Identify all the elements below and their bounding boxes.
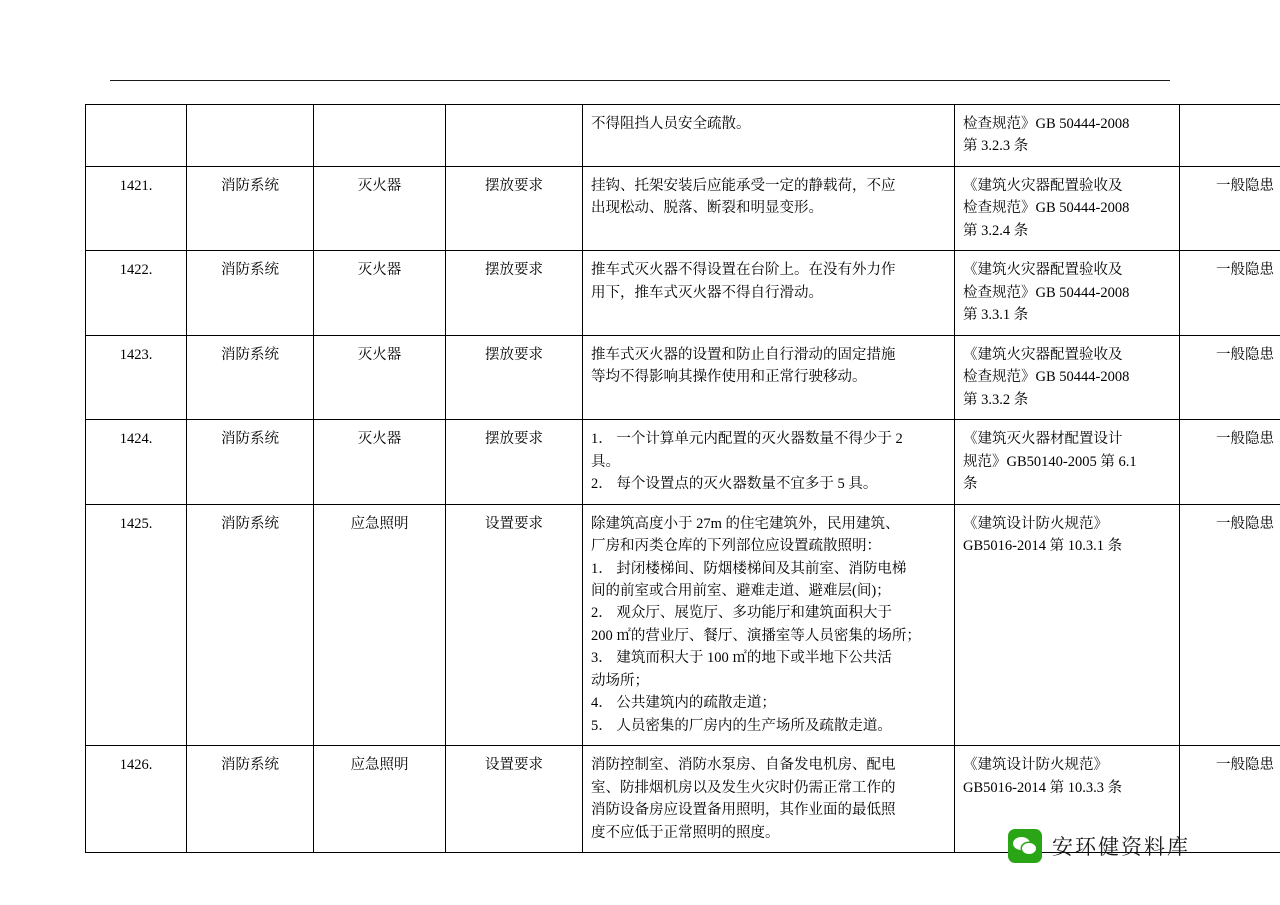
cell-item — [314, 105, 446, 167]
standard-line: 检查规范》GB 50444-2008 — [963, 200, 1130, 217]
standard-line: 第 3.2.4 条 — [963, 222, 1029, 239]
standard-line: 《建筑火灾器配置验收及 — [963, 262, 1123, 279]
content-line: 消防控制室、消防水泵房、自备发电机房、配电 — [591, 757, 896, 774]
cell-system: 消防系统 — [187, 504, 314, 746]
standard-line: 第 3.2.3 条 — [963, 138, 1029, 155]
content-line: 消防设备房应设置备用照明，其作业面的最低照 — [591, 802, 896, 819]
content-line: 2． 观众厅、展览厅、多功能厅和建筑面积大于 — [591, 605, 892, 622]
cell-system: 消防系统 — [187, 746, 314, 853]
table-row — [86, 251, 1280, 335]
content-line: 除建筑高度小于 27m 的住宅建筑外，民用建筑、 — [591, 515, 900, 532]
standard-line: 《建筑灭火器材配置设计 — [963, 431, 1123, 448]
content-line: 不得阻挡人员安全疏散。 — [591, 116, 751, 132]
cell-item: 应急照明 — [314, 746, 446, 853]
cell-standard — [955, 335, 1180, 419]
cell-no: 1426. — [86, 746, 187, 853]
cell-no: 1422. — [86, 251, 187, 335]
content-line: 4． 公共建筑内的疏散走道； — [591, 695, 776, 712]
content-line: 具。 — [591, 453, 620, 470]
content-line: 200 ㎡的营业厅、餐厅、演播室等人员密集的场所； — [591, 627, 921, 644]
cell-level: 一般隐患 — [1180, 504, 1280, 746]
cell-level: 一般隐患 — [1180, 251, 1280, 335]
cell-level: 一般隐患 — [1180, 335, 1280, 419]
table-row — [86, 166, 1280, 250]
content-line: 动场所； — [591, 672, 649, 689]
cell-system: 消防系统 — [187, 335, 314, 419]
content-line: 厂房和丙类仓库的下列部位应设置疏散照明： — [591, 538, 881, 555]
standard-line: 第 3.3.2 条 — [963, 391, 1029, 408]
cell-content — [583, 166, 955, 250]
header-rule — [110, 80, 1170, 81]
cell-content — [583, 420, 955, 504]
cell-level: 一般隐患 — [1180, 746, 1280, 853]
content-line: 等均不得影响其操作使用和正常行驶移动。 — [591, 369, 867, 386]
content-line: 挂钩、托架安装后应能承受一定的静载荷，不应 — [591, 177, 896, 194]
content-line: 出现松动、脱落、断裂和明显变形。 — [591, 200, 823, 217]
standard-line: GB5016-2014 第 10.3.1 条 — [963, 538, 1123, 555]
footer-brand-label: 安环健资料库 — [1052, 836, 1190, 859]
content-line: 推车式灭火器的设置和防止自行滑动的固定措施 — [591, 346, 896, 363]
standard-line: 检查规范》GB 50444-2008 — [963, 116, 1130, 132]
cell-item: 灭火器 — [314, 335, 446, 419]
cell-requirement — [446, 105, 583, 167]
standard-line: 《建筑火灾器配置验收及 — [963, 346, 1123, 363]
cell-requirement: 设置要求 — [446, 746, 583, 853]
table-row — [86, 105, 1280, 167]
table-row — [86, 504, 1280, 746]
cell-content — [583, 105, 955, 167]
cell-content — [583, 335, 955, 419]
cell-content — [583, 251, 955, 335]
cell-level: 一般隐患 — [1180, 166, 1280, 250]
cell-requirement: 摆放要求 — [446, 166, 583, 250]
table-body — [86, 105, 1280, 853]
cell-standard — [955, 166, 1180, 250]
table-row — [86, 420, 1280, 504]
standard-line: 《建筑火灾器配置验收及 — [963, 177, 1123, 194]
cell-standard — [955, 504, 1180, 746]
cell-no — [86, 105, 187, 167]
table-row — [86, 335, 1280, 419]
cell-system: 消防系统 — [187, 420, 314, 504]
cell-level — [1180, 105, 1280, 167]
standard-line: 检查规范》GB 50444-2008 — [963, 369, 1130, 386]
content-line: 间的前室或合用前室、避难走道、避难层(间)； — [591, 582, 891, 599]
content-line: 2． 每个设置点的灭火器数量不宜多于 5 具。 — [591, 476, 878, 493]
content-line: 用下，推车式灭火器不得自行滑动。 — [591, 284, 823, 301]
cell-requirement: 摆放要求 — [446, 420, 583, 504]
cell-requirement: 摆放要求 — [446, 251, 583, 335]
standard-line: GB5016-2014 第 10.3.3 条 — [963, 779, 1123, 796]
cell-system: 消防系统 — [187, 251, 314, 335]
cell-no: 1424. — [86, 420, 187, 504]
content-line: 室、防排烟机房以及发生火灾时仍需正常工作的 — [591, 779, 896, 796]
footer-brand — [1008, 829, 1190, 863]
cell-no: 1423. — [86, 335, 187, 419]
content-line: 1． 封闭楼梯间、防烟楼梯间及其前室、消防电梯 — [591, 560, 907, 577]
cell-requirement: 设置要求 — [446, 504, 583, 746]
cell-item: 灭火器 — [314, 251, 446, 335]
content-line: 1． 一个计算单元内配置的灭火器数量不得少于 2 — [591, 431, 903, 448]
cell-no: 1421. — [86, 166, 187, 250]
cell-system — [187, 105, 314, 167]
standard-line: 《建筑设计防火规范》 — [963, 757, 1108, 774]
content-line: 度不应低于正常照明的照度。 — [591, 824, 780, 841]
wechat-icon — [1008, 829, 1042, 863]
standard-line: 条 — [963, 476, 978, 493]
cell-standard — [955, 105, 1180, 167]
standard-line: 第 3.3.1 条 — [963, 307, 1029, 324]
cell-item: 灭火器 — [314, 166, 446, 250]
inspection-table — [85, 104, 1280, 853]
cell-content — [583, 746, 955, 853]
content-line: 3． 建筑而积大于 100 ㎡的地下或半地下公共活 — [591, 650, 892, 667]
content-line: 5． 人员密集的厂房内的生产场所及疏散走道。 — [591, 717, 892, 734]
cell-item: 灭火器 — [314, 420, 446, 504]
cell-item: 应急照明 — [314, 504, 446, 746]
cell-system: 消防系统 — [187, 166, 314, 250]
cell-level: 一般隐患 — [1180, 420, 1280, 504]
cell-no: 1425. — [86, 504, 187, 746]
standard-line: 《建筑设计防火规范》 — [963, 515, 1108, 532]
cell-standard — [955, 251, 1180, 335]
cell-standard — [955, 420, 1180, 504]
standard-line: 检查规范》GB 50444-2008 — [963, 284, 1130, 301]
cell-requirement: 摆放要求 — [446, 335, 583, 419]
standard-line: 规范》GB50140-2005 第 6.1 — [963, 453, 1137, 470]
content-line: 推车式灭火器不得设置在台阶上。在没有外力作 — [591, 262, 896, 279]
cell-content — [583, 504, 955, 746]
